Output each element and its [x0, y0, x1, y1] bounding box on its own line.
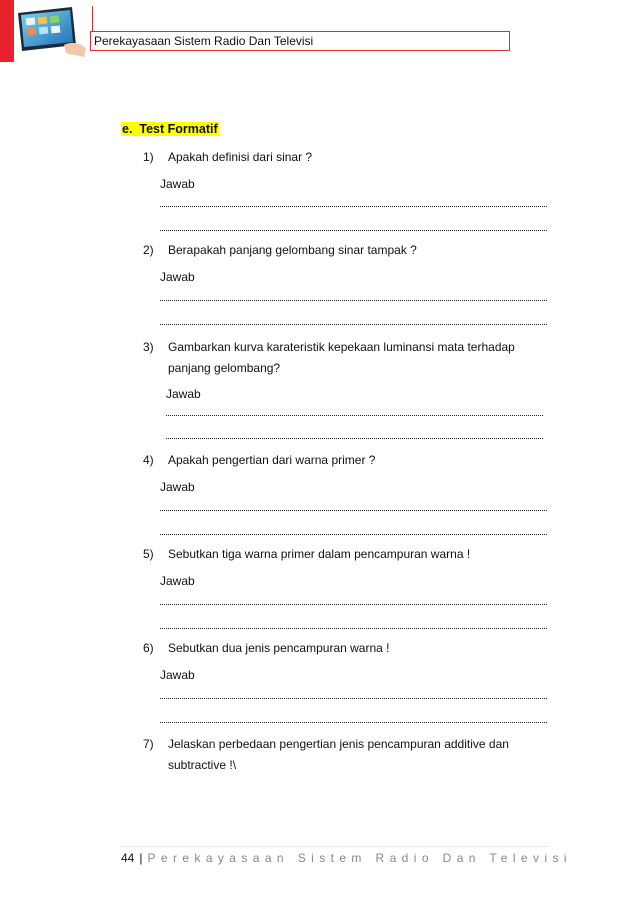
question-number: 3): [143, 340, 154, 354]
answer-label: Jawab: [160, 480, 195, 494]
question-text: Sebutkan tiga warna primer dalam pencampuran warna !: [168, 547, 471, 561]
answer-line: [160, 526, 547, 535]
question-number: 6): [143, 641, 154, 655]
question-text: Apakah pengertian dari warna primer ?: [168, 453, 376, 467]
section-title: [121, 122, 219, 136]
tv-screen-logo-icon: [12, 5, 92, 62]
question-number: 7): [143, 737, 154, 751]
answer-line: [160, 690, 547, 699]
section-title-text: Test Formatif: [139, 122, 218, 136]
header-title-box: [90, 31, 510, 51]
question-text: panjang gelombang?: [168, 361, 281, 375]
answer-label: Jawab: [160, 270, 195, 284]
footer-separator: |: [139, 851, 143, 865]
answer-line: [160, 198, 547, 207]
question-text: Sebutkan dua jenis pencampuran warna !: [168, 641, 390, 655]
answer-line: [160, 222, 547, 231]
question-number: 4): [143, 453, 154, 467]
page-footer: [121, 851, 572, 865]
question-text: Berapakah panjang gelombang sinar tampak ?: [168, 243, 417, 257]
question-text: subtractive !\: [168, 758, 237, 772]
answer-line: [160, 714, 547, 723]
footer-title: Perekayasaan Sistem Radio Dan Televisi: [147, 851, 572, 865]
question-number: 5): [143, 547, 154, 561]
page-number: 44: [121, 851, 135, 865]
answer-line: [166, 407, 543, 416]
answer-label: Jawab: [160, 668, 195, 682]
answer-line: [160, 292, 547, 301]
question-number: 1): [143, 150, 154, 164]
answer-label: Jawab: [160, 574, 195, 588]
answer-line: [160, 316, 547, 325]
question-text: Jelaskan perbedaan pengertian jenis pencampuran additive dan: [168, 737, 509, 751]
section-letter: e.: [122, 122, 133, 136]
header-divider: [92, 6, 93, 32]
answer-line: [160, 596, 547, 605]
footer-divider: [121, 846, 549, 847]
header-title: Perekayasaan Sistem Radio Dan Televisi: [94, 34, 314, 48]
question-number: 2): [143, 243, 154, 257]
answer-label: Jawab: [160, 177, 195, 191]
answer-label: Jawab: [166, 387, 201, 401]
answer-line: [160, 502, 547, 511]
question-text: Gambarkan kurva karateristik kepekaan luminansi mata terhadap: [168, 340, 515, 354]
answer-line: [166, 430, 543, 439]
question-text: Apakah definisi dari sinar ?: [168, 150, 313, 164]
answer-line: [160, 620, 547, 629]
